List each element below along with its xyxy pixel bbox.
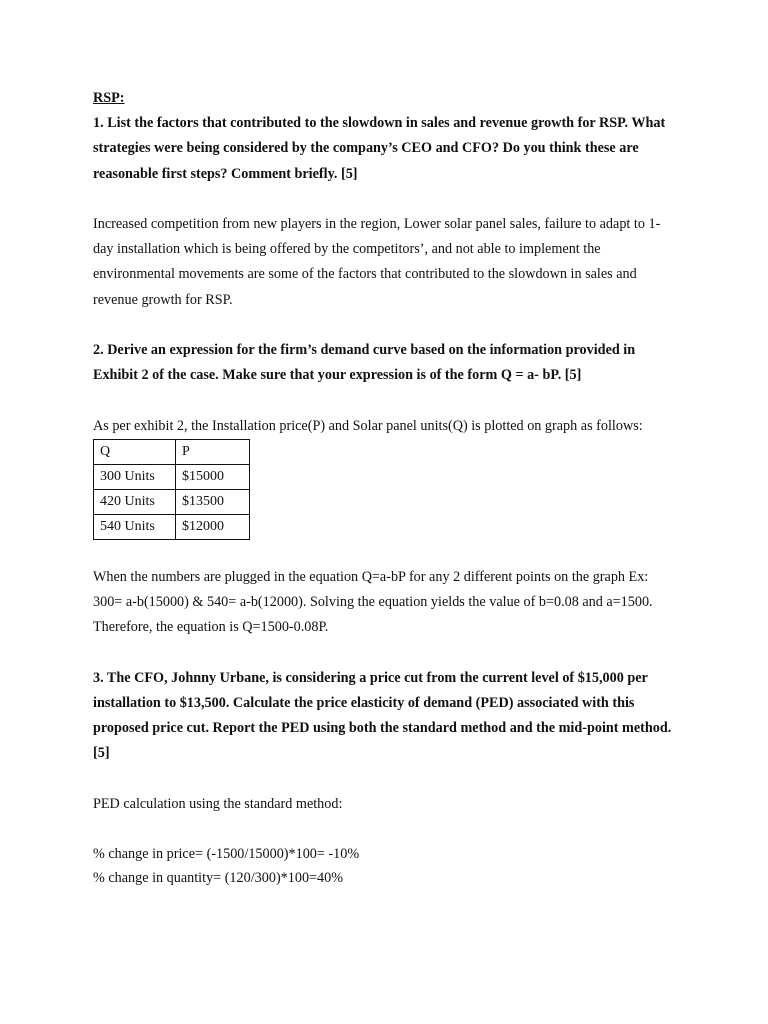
table-cell-p: $12000	[176, 514, 250, 539]
table-cell-p: $15000	[176, 464, 250, 489]
table-cell-q: 420 Units	[94, 489, 176, 514]
table-header-p: P	[176, 439, 250, 464]
table-header-q: Q	[94, 439, 176, 464]
spacer	[93, 641, 678, 666]
table-row	[94, 464, 250, 489]
spacer	[93, 187, 678, 212]
spacer	[93, 313, 678, 338]
table-cell-p: $13500	[176, 489, 250, 514]
table-cell-q: 540 Units	[94, 514, 176, 539]
table-row	[94, 514, 250, 539]
spacer	[93, 540, 678, 565]
spacer	[93, 767, 678, 792]
percent-change-quantity: % change in quantity= (120/300)*100=40%	[93, 870, 344, 887]
answer-1: Increased competition from new players in the region, Lower solar panel sales, failure to adapt to 1-day installation which is being offered by the competitors’, and not able to implement the environmental movements are some of the factors that contributed to the slowdown in sales and revenue growth for RSP.	[93, 216, 661, 308]
question-3: 3. The CFO, Johnny Urbane, is considering a price cut from the current level of $15,000 per installation to $13,500. Calculate the price elasticity of demand (PED) associated with this proposed price cut. Report the PED using both the standard method and the mid-point method. [5]	[93, 669, 672, 762]
spacer	[93, 817, 678, 842]
spacer	[93, 388, 678, 413]
percent-change-price: % change in price= (-1500/15000)*100= -10%	[93, 846, 360, 863]
document-heading: RSP:	[93, 90, 125, 106]
price-quantity-table	[93, 439, 250, 540]
question-1: 1. List the factors that contributed to the slowdown in sales and revenue growth for RSP. What strategies were being considered by the company’s CEO and CFO? Do you think these are reasonable first steps? Comment briefly. [5]	[93, 115, 666, 182]
question-2: 2. Derive an expression for the firm’s demand curve based on the information provided in Exhibit 2 of the case. Make sure that your expression is of the form Q = a- bP. [5]	[93, 342, 636, 384]
table-row	[94, 489, 250, 514]
table-cell-q: 300 Units	[94, 464, 176, 489]
answer-2-solution: When the numbers are plugged in the equation Q=a-bP for any 2 different points on the graph Ex: 300= a-b(15000) & 540= a-b(12000). Solving the equation yields the value of b=0.08 and a=1500. Therefore, the equation is Q=1500-0.08P.	[93, 568, 653, 636]
table-header-row	[94, 439, 250, 464]
document-page	[93, 86, 678, 890]
answer-2-intro: As per exhibit 2, the Installation price(P) and Solar panel units(Q) is plotted on graph as follows:	[93, 417, 643, 434]
answer-3-intro: PED calculation using the standard method:	[93, 795, 343, 812]
